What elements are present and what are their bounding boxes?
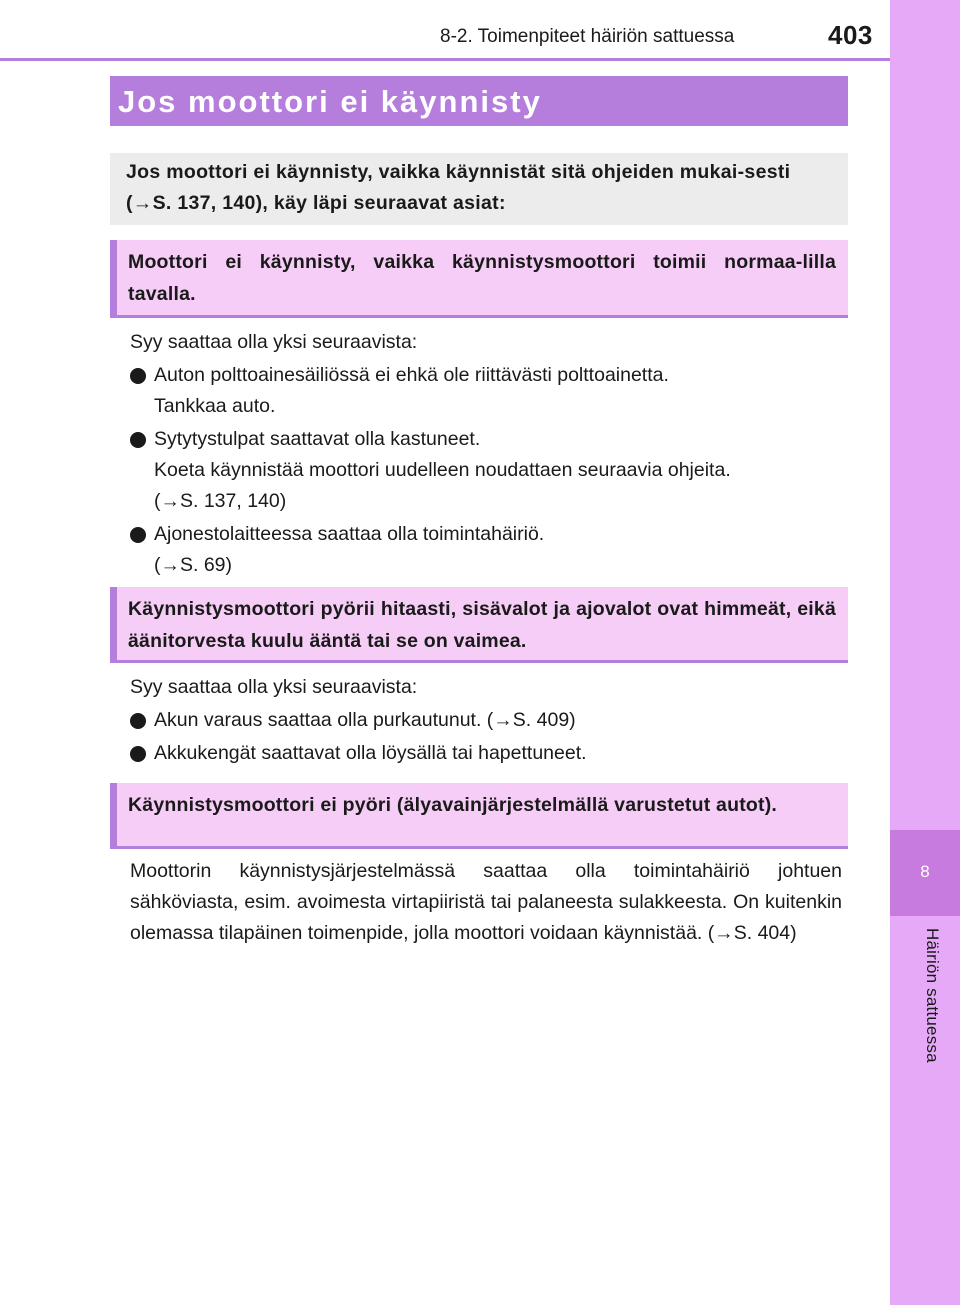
running-header: 8-2. Toimenpiteet häiriön sattuessa [440,26,735,47]
intro-box [110,153,848,225]
bullet-text: Ajonestolaitteessa saattaa olla toimintahäiriö. [154,523,545,545]
section-body [130,856,842,949]
section-heading-box [110,587,848,663]
bullet-icon [130,527,146,543]
list-item [130,424,842,517]
lead-text: Syy saattaa olla yksi seuraavista: [130,676,418,698]
list-item [130,519,842,581]
page-title: Jos moottori ei käynnisty [118,84,542,119]
bullet-subtext: Tankkaa auto. [154,395,276,417]
chapter-number: 8 [920,862,930,881]
list-item [130,705,842,736]
bullet-text: Akkukengät saattavat olla löysällä tai hapettuneet. [154,742,587,764]
bullet-text: Sytytystulpat saattavat olla kastuneet. [154,428,481,450]
page-title-bar [110,76,848,126]
intro-text: Jos moottori ei käynnisty, vaikka käynnistät sitä ohjeiden mukai-sesti (→S. 137, 140), käy läpi seuraavat asiat: [126,161,791,214]
list-item [130,360,842,422]
header-rule [0,58,890,61]
section-heading: Käynnistysmoottori pyörii hitaasti, sisävalot ja ajovalot ovat himmeät, eikä äänitorvesta kuulu ääntä tai se on vaimea. [128,598,836,652]
section-heading-box [110,240,848,318]
bullet-reference-link[interactable]: (→S. 137, 140) [154,490,287,512]
chapter-sidebar [890,0,960,1305]
list-item [130,738,842,769]
bullet-icon [130,713,146,729]
chapter-label: Häiriön sattuessa [923,928,942,1063]
section-heading: Moottori ei käynnisty, vaikka käynnistysmoottori toimii normaa-lilla tavalla. [128,251,836,305]
section-heading-box [110,783,848,849]
section-heading: Käynnistysmoottori ei pyöri (älyavainjärjestelmällä varustetut autot). [128,794,778,816]
page-number: 403 [828,20,873,50]
bullet-icon [130,746,146,762]
paragraph-text: Moottorin käynnistysjärjestelmässä saattaa olla toimintahäiriö johtuen sähköviasta, esim. avoimesta virtapiiristä tai palaneesta sulakkeesta. On kuitenkin olemassa tilapäinen toimenpide, jolla moottori voidaan käynnistää. (→S. 404) [130,860,842,944]
bullet-icon [130,432,146,448]
section-body [130,672,842,769]
section-body [130,327,842,581]
bullet-text: Auton polttoainesäiliössä ei ehkä ole riittävästi polttoainetta. [154,364,669,386]
bullet-icon [130,368,146,384]
bullet-text: Akun varaus saattaa olla purkautunut. (→S. 409) [154,709,576,731]
bullet-reference-link[interactable]: (→S. 69) [154,554,233,576]
bullet-subtext: Koeta käynnistää moottori uudelleen noudattaen seuraavia ohjeita. [154,459,731,481]
lead-text: Syy saattaa olla yksi seuraavista: [130,331,418,353]
